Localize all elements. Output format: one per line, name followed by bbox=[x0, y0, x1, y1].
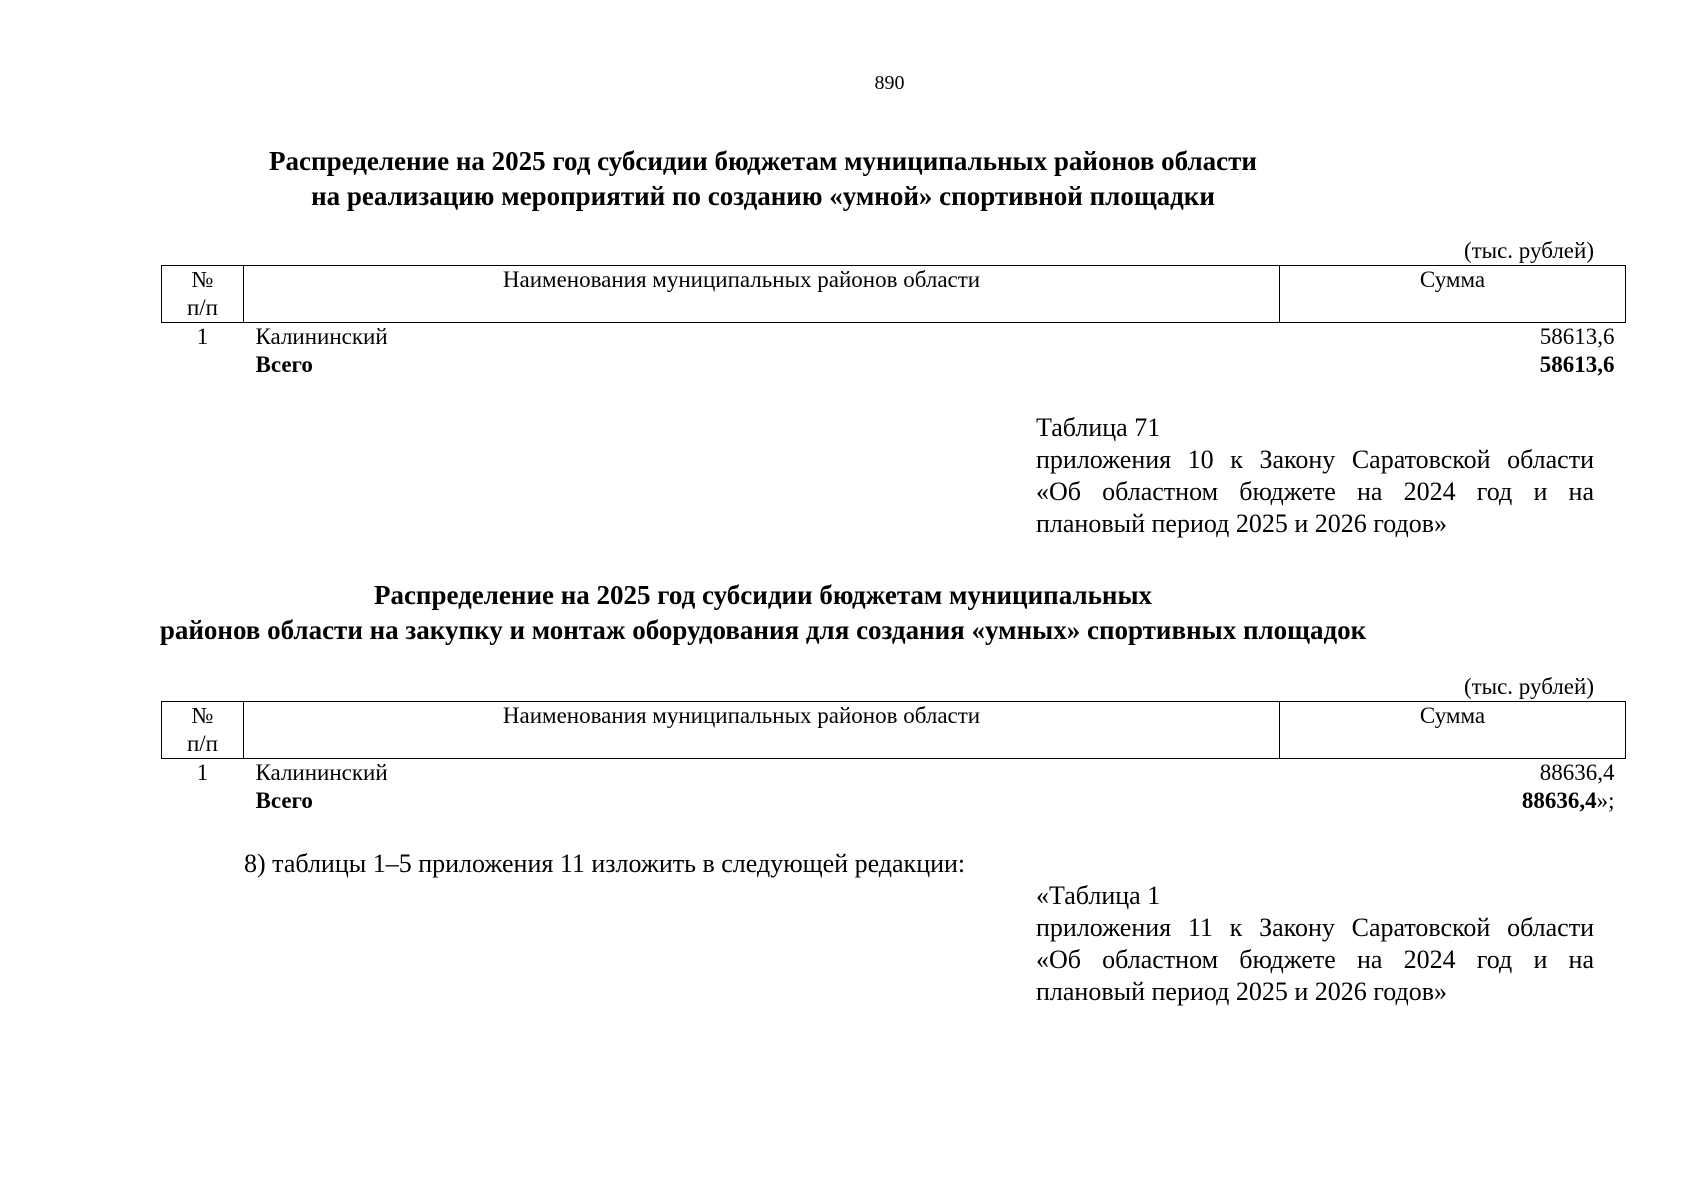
section2-heading-line: районов области на закупку и монтаж оборудования для создания «умных» спортивных площадок bbox=[159, 615, 1367, 645]
total-suffix: »; bbox=[1596, 788, 1615, 813]
caption-text: приложения 10 к Закону Саратовской области «Об областном бюджете на 2024 год и на плановый период 2025 и 2026 годов» bbox=[1036, 445, 1594, 538]
total-num bbox=[162, 351, 244, 379]
table-total-row bbox=[162, 351, 1626, 379]
section1-heading-line: Распределение на 2025 год субсидии бюджетам муниципальных районов области bbox=[269, 146, 1257, 176]
table-caption-1 bbox=[1036, 880, 1594, 1008]
section2-table bbox=[161, 701, 1626, 815]
header-num bbox=[162, 266, 244, 323]
table-row bbox=[162, 323, 1626, 352]
section2-heading-line: Распределение на 2025 год субсидии бюджетам муниципальных bbox=[373, 580, 1153, 610]
amendment-paragraph: 8) таблицы 1–5 приложения 11 изложить в следующей редакции: bbox=[244, 849, 966, 878]
table-total-row bbox=[162, 787, 1626, 815]
total-label: Всего bbox=[255, 788, 313, 813]
row-name: Калининский bbox=[255, 324, 388, 349]
table-row bbox=[162, 759, 1626, 788]
section1-units: (тыс. рублей) bbox=[1463, 238, 1594, 263]
total-sum: 88636,4 bbox=[1521, 788, 1597, 813]
caption-title: «Таблица 1 bbox=[1036, 881, 1161, 910]
header-sum: Сумма bbox=[1280, 702, 1626, 759]
section1-heading bbox=[0, 144, 1526, 214]
header-name: Наименования муниципальных районов области bbox=[244, 266, 1280, 323]
row-num: 1 bbox=[196, 324, 209, 349]
table-caption-71 bbox=[1036, 412, 1594, 540]
header-num-abbr: п/п bbox=[186, 731, 218, 756]
page-number: 890 bbox=[874, 72, 905, 94]
row-num: 1 bbox=[196, 760, 209, 785]
table-header-row bbox=[162, 702, 1626, 759]
header-name: Наименования муниципальных районов области bbox=[244, 702, 1280, 759]
total-sum: 58613,6 bbox=[1539, 352, 1615, 377]
total-sum-cell bbox=[1280, 787, 1626, 815]
section1-table bbox=[161, 265, 1626, 379]
row-sum: 88636,4 bbox=[1539, 760, 1615, 785]
caption-text: приложения 11 к Закону Саратовской области «Об областном бюджете на 2024 год и на плановый период 2025 и 2026 годов» bbox=[1036, 913, 1594, 1006]
row-sum: 58613,6 bbox=[1539, 324, 1615, 349]
header-num-symbol: № bbox=[191, 703, 214, 728]
header-sum: Сумма bbox=[1280, 266, 1626, 323]
header-num bbox=[162, 702, 244, 759]
section2-units: (тыс. рублей) bbox=[1463, 674, 1594, 699]
header-num-abbr: п/п bbox=[186, 295, 218, 320]
total-label: Всего bbox=[255, 352, 313, 377]
section1-heading-line: на реализацию мероприятий по созданию «умной» спортивной площадки bbox=[311, 181, 1215, 211]
total-sum-cell bbox=[1280, 351, 1626, 379]
table-header-row bbox=[162, 266, 1626, 323]
row-name: Калининский bbox=[255, 760, 388, 785]
caption-title: Таблица 71 bbox=[1036, 413, 1161, 442]
header-num-symbol: № bbox=[191, 267, 214, 292]
section2-heading bbox=[0, 578, 1526, 648]
total-num bbox=[162, 787, 244, 815]
